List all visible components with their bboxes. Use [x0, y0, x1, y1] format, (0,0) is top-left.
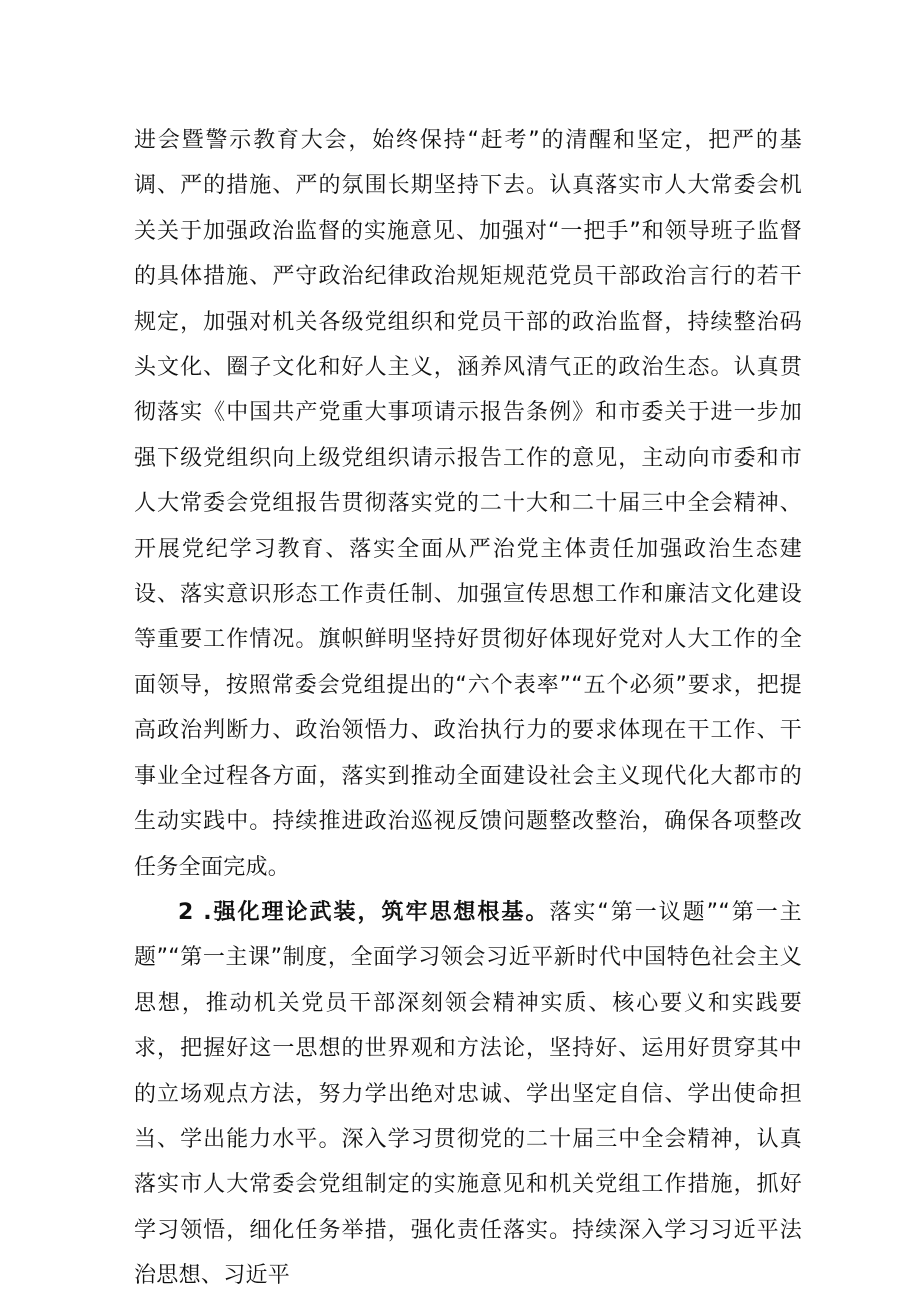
paragraph-2 — [134, 890, 802, 1299]
paragraph-2-heading: 2 .强化理论武装，筑牢思想根基。 — [178, 899, 550, 925]
paragraph-2-body: 落实“第一议题”“第一主题”“第一主课”制度，全面学习领会习近平新时代中国特色社会主义思想，推动机关党员干部深刻领会精神实质、核心要义和实践要求，把握好这一思想的世界观和方法论，坚持好、运用好贯穿其中的立场观点方法，努力学出绝对忠诚、学出坚定自信、学出使命担当、学出能力水平。深入学习贯彻党的二十届三中全会精神，认真落实市人大常委会党组制定的实施意见和机关党组工作措施，抓好学习领悟，细化任务举措，强化责任落实。持续深入学习习近平法治思想、习近平 — [134, 899, 802, 1289]
paragraph-1: 进会暨警示教育大会，始终保持“赶考”的清醒和坚定，把严的基调、严的措施、严的氛围长期坚持下去。认真落实市人大常委会机关关于加强政治监督的实施意见、加强对“一把手”和领导班子监督的具体措施、严守政治纪律政治规矩规范党员干部政治言行的若干规定，加强对机关各级党组织和党员干部的政治监督，持续整治码头文化、圈子文化和好人主义，涵养风清气正的政治生态。认真贯彻落实《中国共产党重大事项请示报告条例》和市委关于进一步加强下级党组织向上级党组织请示报告工作的意见，主动向市委和市人大常委会党组报告贯彻落实党的二十大和二十届三中全会精神、开展党纪学习教育、落实全面从严治党主体责任加强政治生态建设、落实意识形态工作责任制、加强宣传思想工作和廉洁文化建设等重要工作情况。旗帜鲜明坚持好贯彻好体现好党对人大工作的全面领导，按照常委会党组提出的“六个表率”“五个必须”要求，把提高政治判断力、政治领悟力、政治执行力的要求体现在干工作、干事业全过程各方面，落实到推动全面建设社会主义现代化大都市的生动实践中。持续推进政治巡视反馈问题整改整治，确保各项整改任务全面完成。 — [134, 128, 802, 880]
document-body — [134, 118, 802, 1299]
